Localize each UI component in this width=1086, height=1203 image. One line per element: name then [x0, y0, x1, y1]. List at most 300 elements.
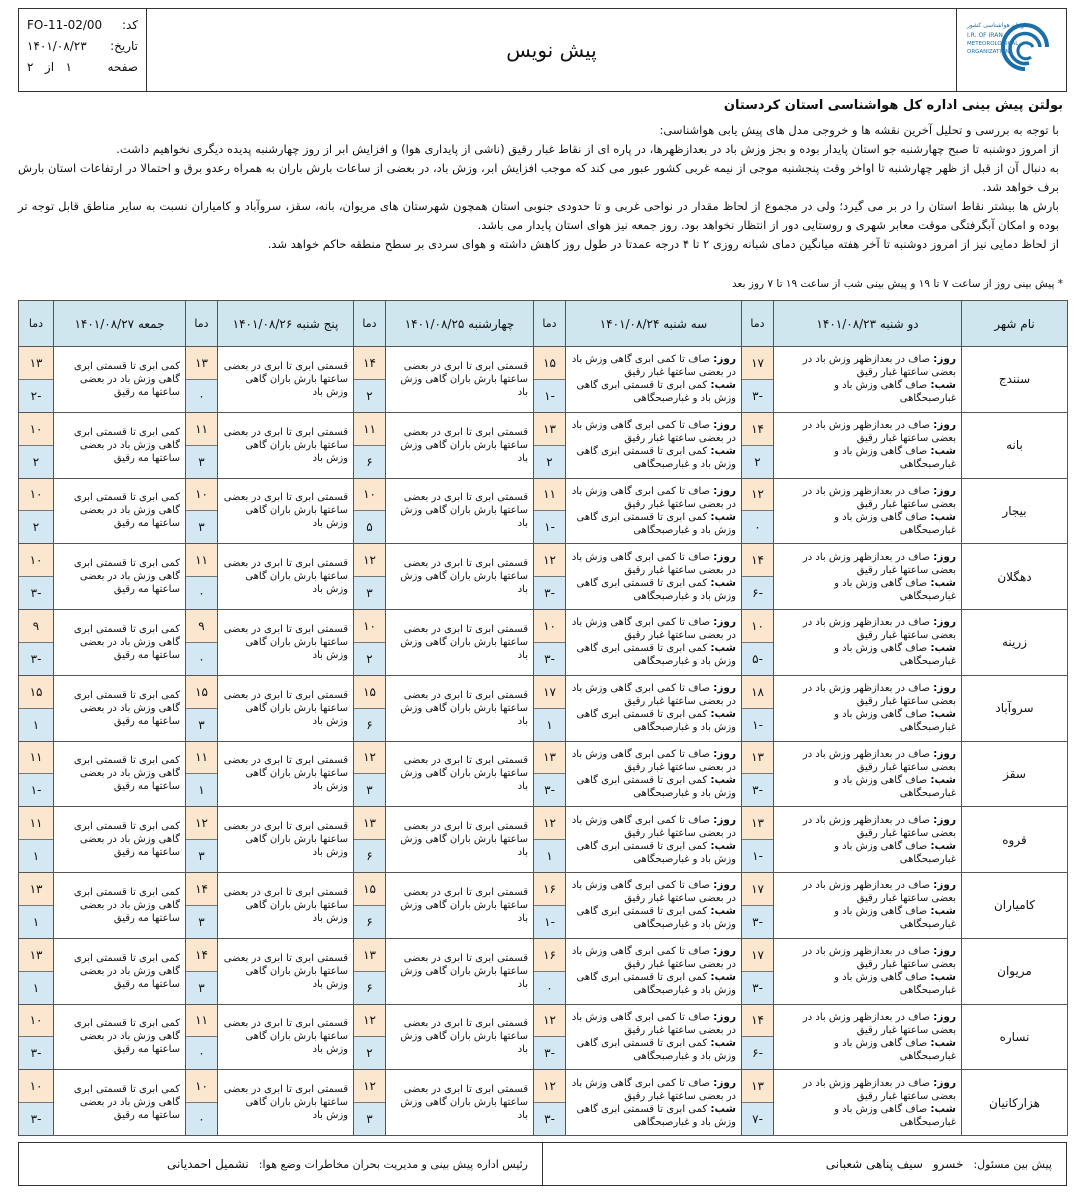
max-temperature: ۱۳ — [19, 939, 53, 972]
temperature-cell — [354, 610, 386, 676]
day-label: روز: — [713, 616, 736, 629]
forecast-description — [54, 675, 186, 741]
city-label: مریوان — [997, 964, 1032, 979]
min-temperature: ۰ — [186, 1103, 217, 1135]
forecast-description — [218, 807, 354, 873]
day-forecast: صاف تا کمی ابری گاهی وزش باد در بعضی ساعتها غبار رقیق — [571, 946, 736, 971]
temperature-cell — [534, 938, 566, 1004]
day-label: روز: — [713, 813, 736, 826]
day-label: روز: — [713, 747, 736, 760]
forecast-description — [566, 873, 742, 939]
temperature-cell — [534, 873, 566, 939]
max-temperature: ۱۴ — [186, 873, 217, 906]
max-temperature: ۱۵ — [354, 676, 385, 709]
forecast-description — [774, 938, 962, 1004]
header-temp: دما — [19, 301, 54, 347]
header-thursday: پنج شنبه ۱۴۰۱/۰۸/۲۶ — [218, 301, 354, 347]
forecast-text: کمی ابری تا قسمتی ابری گاهی وزش باد در بعضی ساعتها مه رقیق — [73, 821, 180, 859]
temperature-cell — [19, 412, 54, 478]
min-temperature: -۳ — [19, 1103, 53, 1135]
min-temperature: -۱ — [742, 840, 773, 872]
forecast-text: قسمتی ابری تا ابری در بعضی ساعتها بارش باران گاهی وزش باد — [223, 952, 348, 990]
forecast-text: کمی ابری تا قسمتی ابری گاهی وزش باد در بعضی ساعتها مه رقیق — [73, 558, 180, 596]
min-temperature: ۳ — [186, 972, 217, 1004]
night-forecast: کمی ابری تا قسمتی ابری گاهی وزش باد و غبارصبحگاهی — [576, 1037, 736, 1062]
forecast-description — [566, 1004, 742, 1070]
forecast-text: قسمتی ابری تا ابری در بعضی ساعتها بارش باران گاهی وزش باد — [400, 689, 528, 727]
night-label: شب: — [930, 445, 956, 458]
forecast-text: قسمتی ابری تا ابری در بعضی ساعتها بارش باران گاهی وزش باد — [400, 623, 528, 661]
forecast-text: قسمتی ابری تا ابری در بعضی ساعتها بارش باران گاهی وزش باد — [223, 360, 348, 398]
day-label: روز: — [933, 353, 956, 366]
temperature-cell — [534, 807, 566, 873]
forecast-description — [54, 807, 186, 873]
organization-logo — [956, 9, 1066, 91]
max-temperature: ۱۲ — [186, 807, 217, 840]
forecast-description — [566, 610, 742, 676]
temperature-cell — [534, 1004, 566, 1070]
temperature-cell — [19, 1004, 54, 1070]
day-forecast: صاف تا کمی ابری گاهی وزش باد در بعضی ساعتها غبار رقیق — [571, 354, 736, 379]
night-forecast: صاف گاهی وزش باد و غبارصبحگاهی — [834, 709, 956, 734]
min-temperature: ۶ — [354, 906, 385, 938]
min-temperature: ۲ — [534, 446, 565, 478]
forecast-description — [54, 544, 186, 610]
max-temperature: ۱۲ — [354, 742, 385, 775]
max-temperature: ۱۷ — [742, 939, 773, 972]
forecast-text: کمی ابری تا قسمتی ابری گاهی وزش باد در بعضی ساعتها مه رقیق — [73, 886, 180, 924]
temperature-cell — [186, 873, 218, 939]
max-temperature: ۱۶ — [534, 873, 565, 906]
day-label: روز: — [933, 682, 956, 695]
city-name — [962, 741, 1068, 807]
forecast-text: قسمتی ابری تا ابری در بعضی ساعتها بارش باران گاهی وزش باد — [223, 426, 348, 464]
forecast-text: قسمتی ابری تا ابری در بعضی ساعتها بارش باران گاهی وزش باد — [400, 886, 528, 924]
temperature-cell — [534, 412, 566, 478]
forecast-description — [218, 478, 354, 544]
min-temperature: ۳ — [354, 1103, 385, 1135]
forecast-description — [774, 807, 962, 873]
min-temperature: ۳ — [186, 906, 217, 938]
night-label: شب: — [930, 839, 956, 852]
forecast-description — [386, 873, 534, 939]
table-row — [19, 412, 1068, 478]
min-temperature: ۱ — [534, 709, 565, 741]
min-temperature: ۰ — [186, 577, 217, 609]
min-temperature: ۱ — [19, 972, 53, 1004]
night-forecast: کمی ابری تا قسمتی ابری گاهی وزش باد و غبارصبحگاهی — [576, 577, 736, 602]
min-temperature: ۲ — [19, 446, 53, 478]
max-temperature: ۱۱ — [186, 544, 217, 577]
max-temperature: ۱۳ — [534, 413, 565, 446]
day-label: روز: — [713, 682, 736, 695]
min-temperature: ۶ — [354, 446, 385, 478]
forecast-description — [386, 938, 534, 1004]
city-name — [962, 1070, 1068, 1136]
max-temperature: ۱۷ — [742, 873, 773, 906]
min-temperature: -۱ — [19, 774, 53, 806]
night-label: شب: — [930, 971, 956, 984]
temperature-cell — [534, 610, 566, 676]
forecast-text: قسمتی ابری تا ابری در بعضی ساعتها بارش باران گاهی وزش باد — [223, 558, 348, 596]
date-label: تاریخ: — [110, 39, 138, 53]
forecast-text: قسمتی ابری تا ابری در بعضی ساعتها بارش باران گاهی وزش باد — [223, 1018, 348, 1056]
max-temperature: ۱۸ — [742, 676, 773, 709]
min-temperature: -۱ — [534, 511, 565, 543]
min-temperature: ۳ — [354, 774, 385, 806]
forecast-description — [774, 741, 962, 807]
night-forecast: صاف گاهی وزش باد و غبارصبحگاهی — [834, 1037, 956, 1062]
forecast-description — [566, 741, 742, 807]
min-temperature: ۶ — [354, 709, 385, 741]
night-label: شب: — [710, 971, 736, 984]
page-label: صفحه — [107, 60, 138, 74]
day-label: روز: — [933, 813, 956, 826]
bulletin-paragraph: از امروز دوشنبه تا صبح چهارشنبه جو استان پایدار بوده و بجز وزش باد در بعدازظهرها، در پاره ای از نقاط غبار رقیق (ناشی از پایداری هوا) و افزایش ابر از روز چهارشنبه پدیده دیگری نخواهیم داشت. — [116, 142, 1059, 156]
forecast-text: قسمتی ابری تا ابری در بعضی ساعتها بارش باران گاهی وزش باد — [223, 1084, 348, 1122]
forecast-text: قسمتی ابری تا ابری در بعضی ساعتها بارش باران گاهی وزش باد — [223, 821, 348, 859]
max-temperature: ۱۳ — [534, 742, 565, 775]
day-forecast: صاف تا کمی ابری گاهی وزش باد در بعضی ساعتها غبار رقیق — [571, 1011, 736, 1036]
day-forecast: صاف در بعدازظهر وزش باد در بعضی ساعتها غبار رقیق — [802, 1011, 956, 1036]
city-label: دهگلان — [997, 569, 1032, 584]
temperature-cell — [354, 544, 386, 610]
max-temperature: ۱۵ — [534, 347, 565, 380]
night-forecast: کمی ابری تا قسمتی ابری گاهی وزش باد و غبارصبحگاهی — [576, 643, 736, 668]
temperature-cell — [742, 412, 774, 478]
max-temperature: ۱۱ — [19, 807, 53, 840]
max-temperature: ۱۰ — [534, 610, 565, 643]
night-label: شب: — [710, 642, 736, 655]
day-forecast: صاف در بعدازظهر وزش باد در بعضی ساعتها غبار رقیق — [802, 617, 956, 642]
forecast-description — [218, 412, 354, 478]
min-temperature: ۳ — [186, 446, 217, 478]
min-temperature: -۳ — [742, 774, 773, 806]
min-temperature: -۳ — [742, 972, 773, 1004]
forecast-description — [54, 610, 186, 676]
forecast-description — [386, 741, 534, 807]
max-temperature: ۱۰ — [186, 479, 217, 512]
max-temperature: ۱۰ — [742, 610, 773, 643]
forecast-text: قسمتی ابری تا ابری در بعضی ساعتها بارش باران گاهی وزش باد — [223, 886, 348, 924]
forecaster-first-name: خسرو — [932, 1157, 964, 1171]
min-temperature: -۶ — [742, 577, 773, 609]
forecast-description — [566, 478, 742, 544]
night-label: شب: — [710, 708, 736, 721]
page-total: ۲ — [27, 60, 34, 74]
max-temperature: ۱۳ — [742, 807, 773, 840]
forecast-text: کمی ابری تا قسمتی ابری گاهی وزش باد در بعضی ساعتها مه رقیق — [73, 1084, 180, 1122]
max-temperature: ۱۴ — [354, 347, 385, 380]
min-temperature: ۰ — [742, 511, 773, 543]
max-temperature: ۱۲ — [354, 1070, 385, 1103]
temperature-cell — [19, 478, 54, 544]
forecast-description — [774, 478, 962, 544]
max-temperature: ۱۲ — [354, 1005, 385, 1038]
night-forecast: صاف گاهی وزش باد و غبارصبحگاهی — [834, 774, 956, 799]
head-label: رئیس اداره پیش بینی و مدیریت بحران مخاطرات وضع هوا: — [258, 1157, 528, 1171]
forecast-description — [774, 347, 962, 413]
day-forecast: صاف تا کمی ابری گاهی وزش باد در بعضی ساعتها غبار رقیق — [571, 748, 736, 773]
document-header — [18, 8, 1067, 92]
night-label: شب: — [710, 1036, 736, 1049]
temperature-cell — [354, 675, 386, 741]
temperature-cell — [19, 807, 54, 873]
bulletin-paragraph: به دنبال آن از قبل از ظهر چهارشنبه تا اواخر وقت پنجشنبه موجی از نیمه غربی کشور عبور می کند که موجب افزایش ابر، وزش باد، در بعضی از ساعات بارش باران به همراه رعدو برق و احتمالا در ارتفاعات استان بارش برف خواهد شد. — [18, 161, 1059, 194]
forecast-description — [218, 938, 354, 1004]
forecast-text: قسمتی ابری تا ابری در بعضی ساعتها بارش باران گاهی وزش باد — [400, 558, 528, 596]
max-temperature: ۱۱ — [186, 742, 217, 775]
max-temperature: ۱۳ — [354, 807, 385, 840]
min-temperature: -۳ — [534, 1037, 565, 1069]
forecast-description — [54, 1070, 186, 1136]
temperature-cell — [534, 675, 566, 741]
city-name — [962, 544, 1068, 610]
day-forecast: صاف تا کمی ابری گاهی وزش باد در بعضی ساعتها غبار رقیق — [571, 420, 736, 445]
min-temperature: -۱ — [534, 380, 565, 412]
day-forecast: صاف در بعدازظهر وزش باد در بعضی ساعتها غبار رقیق — [802, 485, 956, 510]
forecast-description — [774, 873, 962, 939]
forecast-description — [54, 478, 186, 544]
forecast-description — [386, 675, 534, 741]
head-name: نشمیل احمدیانی — [166, 1157, 249, 1171]
table-row — [19, 741, 1068, 807]
max-temperature: ۱۳ — [19, 347, 53, 380]
forecast-description — [386, 807, 534, 873]
forecast-description — [566, 544, 742, 610]
temperature-cell — [354, 1004, 386, 1070]
max-temperature: ۱۷ — [742, 347, 773, 380]
min-temperature: ۳ — [354, 577, 385, 609]
city-label: قروه — [1002, 832, 1027, 847]
temperature-cell — [354, 412, 386, 478]
temperature-cell — [742, 478, 774, 544]
min-temperature: ۱ — [186, 774, 217, 806]
night-label: شب: — [930, 642, 956, 655]
forecast-text: کمی ابری تا قسمتی ابری گاهی وزش باد در بعضی ساعتها مه رقیق — [73, 952, 180, 990]
min-temperature: -۱ — [534, 906, 565, 938]
temperature-cell — [354, 873, 386, 939]
page-number: ۱ — [65, 60, 72, 74]
min-temperature: ۶ — [354, 972, 385, 1004]
night-forecast: صاف گاهی وزش باد و غبارصبحگاهی — [834, 1103, 956, 1128]
bulletin-paragraph: از لحاظ دمایی نیز از امروز دوشنبه تا آخر هفته میانگین دمای شبانه روزی ۲ تا ۴ درجه عمدتا در طول روز کاهش داشته و هوای سردی بر سطح منطقه حاکم خواهد شد. — [267, 237, 1059, 251]
temperature-cell — [742, 610, 774, 676]
document-code-block — [19, 9, 147, 91]
bulletin-paragraph: بارش ها بیشتر نقاط استان را در بر می گیرد؛ ولی در مجموع از لحاظ مقدار در نواحی غربی و تا حدودی جنوبی استان همچون شهرستان های مریوان، بانه، سقز، سروآباد و کامیاران نسبت به سایر مناطق قابل توجه تر بوده و امکان آبگرفتگی موقت معابر شهری و روستایی دور از انتظار نخواهد بود. روز جمعه نیز هوای استان پایدار می باشد. — [18, 199, 1059, 232]
min-temperature: -۱ — [742, 709, 773, 741]
forecast-description — [774, 610, 962, 676]
max-temperature: ۱۲ — [534, 544, 565, 577]
temperature-cell — [19, 1070, 54, 1136]
day-forecast: صاف در بعدازظهر وزش باد در بعضی ساعتها غبار رقیق — [802, 683, 956, 708]
temperature-cell — [354, 347, 386, 413]
forecast-description — [386, 347, 534, 413]
temperature-cell — [354, 807, 386, 873]
bulletin-title: بولتن پیش بینی اداره کل هواشناسی استان کردستان — [723, 98, 1063, 113]
forecast-text: قسمتی ابری تا ابری در بعضی ساعتها بارش باران گاهی وزش باد — [223, 689, 348, 727]
forecast-description — [566, 1070, 742, 1136]
forecast-description — [566, 807, 742, 873]
header-friday: جمعه ۱۴۰۱/۰۸/۲۷ — [54, 301, 186, 347]
day-label: روز: — [713, 419, 736, 432]
max-temperature: ۱۳ — [354, 939, 385, 972]
max-temperature: ۱۲ — [534, 1005, 565, 1038]
forecast-description — [386, 412, 534, 478]
day-forecast: صاف در بعدازظهر وزش باد در بعضی ساعتها غبار رقیق — [802, 748, 956, 773]
night-label: شب: — [930, 1102, 956, 1115]
min-temperature: ۳ — [186, 511, 217, 543]
city-name — [962, 347, 1068, 413]
night-forecast: صاف گاهی وزش باد و غبارصبحگاهی — [834, 840, 956, 865]
night-label: شب: — [930, 510, 956, 523]
min-temperature: ۰ — [186, 380, 217, 412]
night-label: شب: — [930, 708, 956, 721]
day-label: روز: — [933, 484, 956, 497]
night-forecast: صاف گاهی وزش باد و غبارصبحگاهی — [834, 380, 956, 405]
forecast-description — [54, 1004, 186, 1070]
forecaster-label: پیش بین مسئول: — [973, 1157, 1052, 1171]
min-temperature: -۷ — [742, 1103, 773, 1135]
svg-text:سازمان هواشناسی کشور: سازمان هواشناسی کشور — [967, 22, 1031, 29]
max-temperature: ۱۴ — [742, 544, 773, 577]
night-forecast: کمی ابری تا قسمتی ابری گاهی وزش باد و غبارصبحگاهی — [576, 972, 736, 997]
night-label: شب: — [710, 773, 736, 786]
temperature-cell — [742, 347, 774, 413]
min-temperature: -۳ — [534, 774, 565, 806]
forecast-text: کمی ابری تا قسمتی ابری گاهی وزش باد در بعضی ساعتها مه رقیق — [73, 623, 180, 661]
forecast-table — [18, 300, 1068, 1136]
max-temperature: ۱۷ — [534, 676, 565, 709]
city-name — [962, 610, 1068, 676]
max-temperature: ۱۴ — [186, 939, 217, 972]
temperature-cell — [186, 1070, 218, 1136]
day-forecast: صاف تا کمی ابری گاهی وزش باد در بعضی ساعتها غبار رقیق — [571, 683, 736, 708]
forecast-text: قسمتی ابری تا ابری در بعضی ساعتها بارش باران گاهی وزش باد — [400, 492, 528, 530]
forecast-description — [774, 675, 962, 741]
max-temperature: ۱۳ — [19, 873, 53, 906]
date-value: ۱۴۰۱/۰۸/۲۳ — [27, 39, 87, 53]
forecast-description — [218, 741, 354, 807]
min-temperature: -۳ — [742, 906, 773, 938]
table-row — [19, 938, 1068, 1004]
forecast-description — [566, 412, 742, 478]
min-temperature: ۳ — [186, 709, 217, 741]
head-of-office-cell — [19, 1143, 542, 1185]
max-temperature: ۱۰ — [354, 479, 385, 512]
forecast-text: کمی ابری تا قسمتی ابری گاهی وزش باد در بعضی ساعتها مه رقیق — [73, 755, 180, 793]
forecast-text: قسمتی ابری تا ابری در بعضی ساعتها بارش باران گاهی وزش باد — [400, 360, 528, 398]
night-forecast: کمی ابری تا قسمتی ابری گاهی وزش باد و غبارصبحگاهی — [576, 1103, 736, 1128]
temperature-cell — [186, 807, 218, 873]
night-label: شب: — [930, 905, 956, 918]
min-temperature: ۳ — [186, 840, 217, 872]
header-city: نام شهر — [962, 301, 1068, 347]
night-label: شب: — [710, 905, 736, 918]
max-temperature: ۹ — [186, 610, 217, 643]
max-temperature: ۱۵ — [186, 676, 217, 709]
max-temperature: ۱۰ — [19, 1070, 53, 1103]
night-forecast: کمی ابری تا قسمتی ابری گاهی وزش باد و غبارصبحگاهی — [576, 511, 736, 536]
forecast-description — [774, 1070, 962, 1136]
forecast-description — [566, 675, 742, 741]
table-row — [19, 675, 1068, 741]
night-label: شب: — [930, 773, 956, 786]
svg-text:ORGANIZATION: ORGANIZATION — [967, 49, 1010, 55]
temperature-cell — [534, 1070, 566, 1136]
day-label: روز: — [933, 945, 956, 958]
min-temperature: ۱ — [19, 840, 53, 872]
day-label: روز: — [933, 550, 956, 563]
temperature-cell — [742, 675, 774, 741]
min-temperature: ۱ — [534, 840, 565, 872]
min-temperature: -۳ — [534, 643, 565, 675]
max-temperature: ۱۳ — [186, 347, 217, 380]
min-temperature: ۱ — [19, 906, 53, 938]
min-temperature: -۳ — [534, 1103, 565, 1135]
day-label: روز: — [933, 419, 956, 432]
city-label: هزارکانیان — [989, 1095, 1040, 1110]
code-label: کد: — [121, 18, 138, 32]
forecast-description — [54, 938, 186, 1004]
max-temperature: ۱۰ — [19, 544, 53, 577]
temperature-cell — [742, 807, 774, 873]
forecast-text: قسمتی ابری تا ابری در بعضی ساعتها بارش باران گاهی وزش باد — [400, 1018, 528, 1056]
min-temperature: -۳ — [19, 1037, 53, 1069]
night-forecast: کمی ابری تا قسمتی ابری گاهی وزش باد و غبارصبحگاهی — [576, 840, 736, 865]
max-temperature: ۱۲ — [354, 544, 385, 577]
night-label: شب: — [930, 1036, 956, 1049]
city-label: کامیاران — [993, 898, 1035, 913]
forecast-text: کمی ابری تا قسمتی ابری گاهی وزش باد در بعضی ساعتها مه رقیق — [73, 360, 180, 398]
min-temperature: ۰ — [186, 1037, 217, 1069]
max-temperature: ۱۳ — [742, 1070, 773, 1103]
bulletin-section — [18, 98, 1067, 254]
night-forecast: کمی ابری تا قسمتی ابری گاهی وزش باد و غبارصبحگاهی — [576, 380, 736, 405]
temperature-cell — [186, 347, 218, 413]
day-label: روز: — [933, 879, 956, 892]
min-temperature: ۰ — [186, 643, 217, 675]
forecast-text: قسمتی ابری تا ابری در بعضی ساعتها بارش باران گاهی وزش باد — [400, 821, 528, 859]
temperature-cell — [19, 610, 54, 676]
night-label: شب: — [710, 1102, 736, 1115]
forecast-description — [774, 544, 962, 610]
temperature-cell — [186, 544, 218, 610]
max-temperature: ۱۴ — [742, 413, 773, 446]
max-temperature: ۱۲ — [534, 807, 565, 840]
temperature-cell — [186, 478, 218, 544]
max-temperature: ۱۲ — [742, 479, 773, 512]
temperature-cell — [354, 1070, 386, 1136]
forecaster-cell — [542, 1143, 1066, 1185]
forecast-description — [386, 1070, 534, 1136]
city-name — [962, 478, 1068, 544]
table-row — [19, 807, 1068, 873]
max-temperature: ۱۰ — [19, 1005, 53, 1038]
table-row — [19, 544, 1068, 610]
city-label: سنندج — [998, 372, 1031, 387]
forecast-description — [218, 675, 354, 741]
table-row — [19, 347, 1068, 413]
header-wednesday: چهارشنبه ۱۴۰۱/۰۸/۲۵ — [386, 301, 534, 347]
night-label: شب: — [710, 839, 736, 852]
temperature-cell — [19, 544, 54, 610]
day-label: روز: — [933, 1010, 956, 1023]
night-forecast: صاف گاهی وزش باد و غبارصبحگاهی — [834, 577, 956, 602]
temperature-cell — [534, 741, 566, 807]
night-forecast: صاف گاهی وزش باد و غبارصبحگاهی — [834, 511, 956, 536]
temperature-cell — [186, 1004, 218, 1070]
